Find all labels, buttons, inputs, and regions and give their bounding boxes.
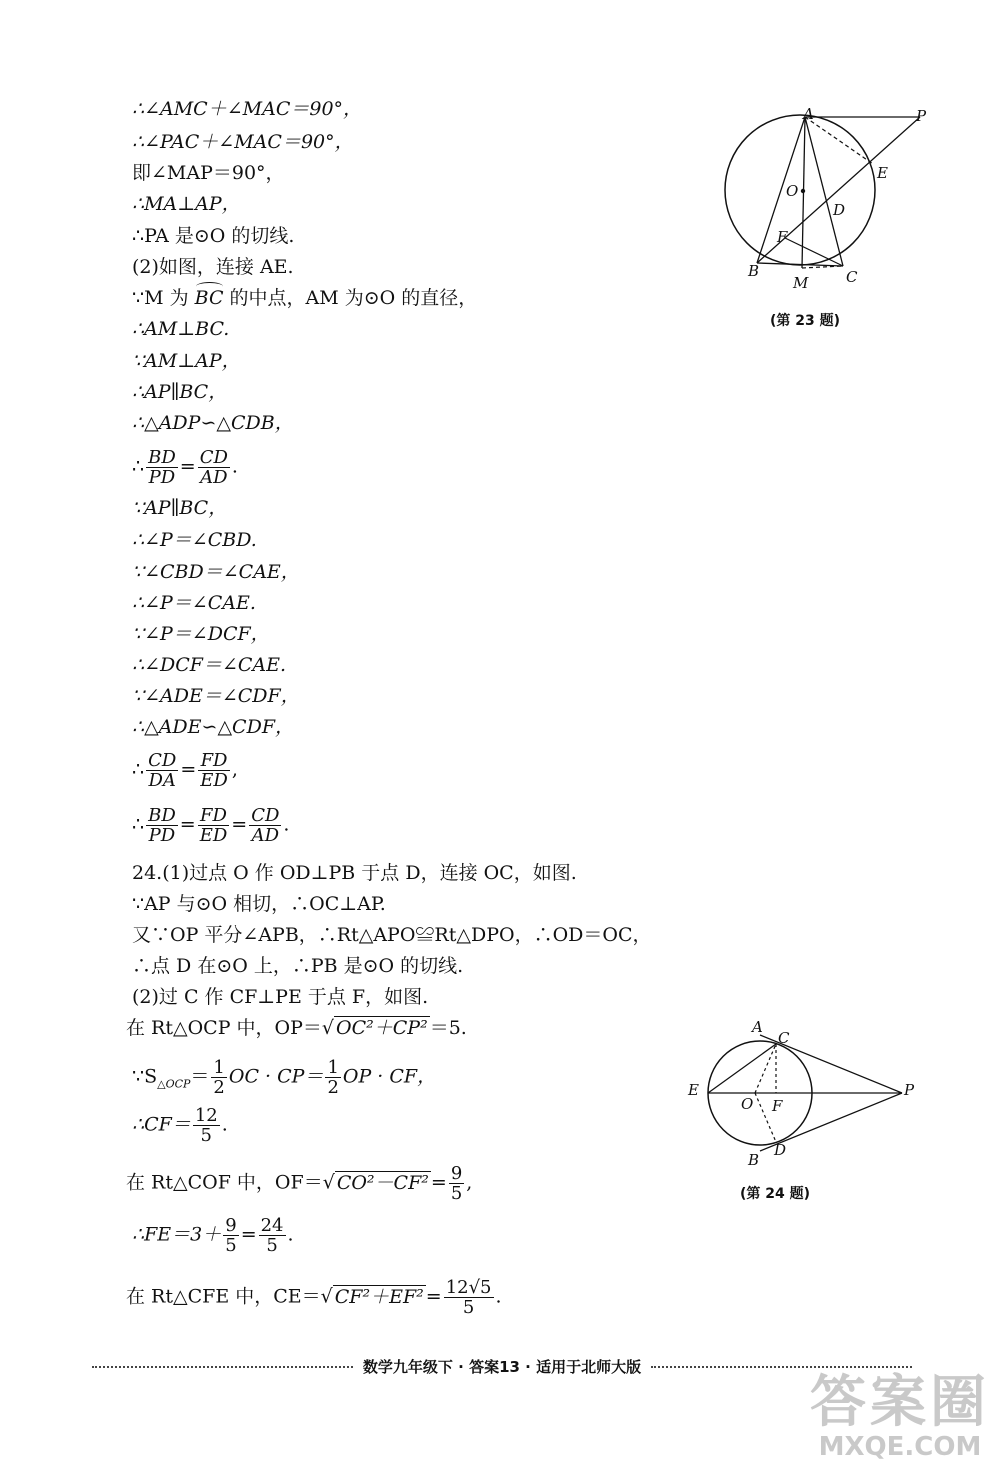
- numerator: FD: [198, 806, 230, 826]
- fraction: [146, 751, 178, 790]
- circle-o: [725, 115, 875, 265]
- text-line: ∴△ADP∽△CDB，: [132, 412, 294, 434]
- caption-fig23: (第 23 题): [770, 313, 841, 329]
- fraction: [444, 1278, 494, 1317]
- denominator: ED: [199, 825, 228, 846]
- footer-dots-right: [651, 1366, 912, 1368]
- text-seg: 在 Rt△OCP 中，OP＝: [126, 1017, 322, 1039]
- numerator: CD: [251, 805, 280, 826]
- caption-fig24: (第 24 题): [740, 1186, 811, 1202]
- text-seg: 在 Rt△COF 中，OF＝: [126, 1171, 323, 1194]
- footer-dots-left: [92, 1366, 353, 1368]
- arc-label: BC: [194, 287, 224, 309]
- label-f: F: [772, 1097, 783, 1115]
- text-line: 在 Rt△COF 中，OF＝√ CO²－CF² = $\frac{9}{5}$ ,: [126, 1163, 473, 1204]
- text-seg: ＝: [190, 1065, 210, 1088]
- text-seg: ＝5.: [429, 1017, 467, 1039]
- denominator: 5: [200, 1125, 212, 1146]
- text-line: ∴∠DCF＝∠CAE.: [132, 654, 287, 676]
- label-m: M: [793, 274, 809, 292]
- denominator: ED: [200, 770, 228, 791]
- numerator: 1: [327, 1057, 339, 1078]
- text-line: ∴△ADE∽△CDF，: [132, 716, 295, 738]
- label-a: A: [803, 105, 814, 123]
- denominator: DA: [148, 770, 176, 791]
- denominator: 2: [327, 1077, 339, 1098]
- denominator: 2: [213, 1077, 225, 1098]
- fraction: [198, 448, 230, 487]
- numerator: 24: [260, 1215, 284, 1236]
- text-line: 在 Rt△CFE 中，CE＝√ CF²＋EF² = $\frac{12√5}{5}$ .: [126, 1277, 502, 1318]
- denominator: 5: [225, 1235, 237, 1256]
- fraction: [198, 751, 230, 790]
- text-line: 在 Rt△OCP 中，OP＝√ OC²＋CP² ＝5.: [126, 1017, 467, 1039]
- fraction: [198, 806, 230, 845]
- label-d: D: [774, 1141, 787, 1159]
- numerator: FD: [198, 751, 230, 771]
- text-line: 即∠MAP＝90°，: [132, 162, 285, 184]
- text-line: ∴点 D 在⊙O 上，∴PB 是⊙O 的切线.: [132, 955, 464, 977]
- denominator: AD: [200, 467, 228, 488]
- fraction: [146, 806, 178, 845]
- text-line: ∴∠AMC＋∠MAC＝90°，: [132, 98, 363, 120]
- text-line: ∵∠ADE＝∠CDF，: [132, 685, 300, 707]
- label-b: B: [748, 262, 760, 280]
- sqrt-expression: CO²－CF²: [336, 1171, 429, 1194]
- text-line: ∴MA⊥AP，: [132, 193, 241, 215]
- text-seg: ∴CF＝: [132, 1113, 191, 1136]
- text-line: [132, 286, 477, 310]
- label-e: E: [877, 164, 888, 182]
- numerator: CD: [148, 750, 177, 771]
- subscript: △OCP: [157, 1077, 191, 1091]
- denominator: PD: [148, 825, 176, 846]
- text-line: ∴∠PAC＋∠MAC＝90°，: [132, 131, 354, 153]
- text-seg: OP · CF，: [342, 1065, 437, 1088]
- fraction: [249, 806, 281, 845]
- text-seg: 的中点，AM 为⊙O 的直径，: [229, 287, 478, 309]
- watermark-url: MXQE.COM: [818, 1432, 982, 1462]
- denominator: 5: [266, 1235, 278, 1256]
- label-f: F: [777, 228, 788, 246]
- text-line: ∴PA 是⊙O 的切线.: [132, 225, 295, 247]
- label-d: D: [833, 201, 846, 219]
- fraction: [449, 1164, 464, 1203]
- text-line: ∴AM⊥BC.: [132, 318, 230, 340]
- fraction: [325, 1058, 340, 1097]
- text-line: ∵AP 与⊙O 相切，∴OC⊥AP.: [132, 893, 386, 915]
- text-seg: 在 Rt△CFE 中，CE＝: [126, 1285, 321, 1308]
- denominator: 5: [462, 1297, 475, 1318]
- watermark-logo: 答案圈: [810, 1370, 990, 1435]
- text-line: 又∵OP 平分∠APB，∴Rt△APO≌Rt△DPO，∴OD＝OC，: [132, 924, 652, 946]
- text-seg: ∴FE＝3＋: [132, 1223, 222, 1246]
- label-p: P: [916, 107, 927, 125]
- fraction-line: ∴FE＝3＋ $\frac{9}{5}$ = $\frac{24}{5}$ .: [132, 1215, 294, 1256]
- arc-mark: [196, 282, 223, 291]
- fraction-line: [132, 1058, 436, 1097]
- numerator: 9: [450, 1163, 463, 1184]
- label-a: A: [752, 1018, 763, 1036]
- label-c: C: [846, 268, 858, 286]
- center-dot: [801, 189, 805, 193]
- sqrt-expression: OC²＋CP²: [336, 1017, 428, 1039]
- fraction-line: ∴ $\frac{BD}{PD}$ = $\frac{FD}{ED}$ = $\frac{CD}{AD}$ .: [132, 805, 290, 846]
- numerator: BD: [148, 447, 176, 468]
- text-seg: OC · CP＝: [228, 1065, 324, 1088]
- text-seg: ∵S: [132, 1065, 158, 1088]
- watermark: [810, 1370, 990, 1462]
- segment-fc: [785, 238, 843, 266]
- figure-24: [680, 1015, 930, 1175]
- figure-23: [710, 105, 950, 305]
- fraction: [259, 1216, 286, 1255]
- text-line: ∵AM⊥AP，: [132, 350, 241, 372]
- numerator: 12: [194, 1105, 218, 1126]
- numerator: BD: [148, 805, 176, 826]
- fraction: [193, 1106, 220, 1145]
- denominator: PD: [148, 467, 176, 488]
- label-e: E: [688, 1081, 699, 1099]
- label-o: O: [786, 182, 799, 200]
- fraction: [146, 448, 178, 487]
- fraction-line: ∴ $\frac{BD}{PD}$ = $\frac{CD}{AD}$ .: [132, 447, 238, 488]
- label-p: P: [904, 1081, 915, 1099]
- text-line: ∵AP∥BC，: [132, 497, 228, 519]
- denominator: AD: [251, 825, 280, 846]
- numerator: 1: [213, 1057, 225, 1078]
- text-line: (2)过 C 作 CF⊥PE 于点 F，如图.: [132, 986, 429, 1008]
- fraction: [211, 1058, 226, 1097]
- fraction-line: ∴CF＝ $\frac{12}{5}$ .: [132, 1105, 228, 1146]
- text-line: ∴∠P＝∠CAE.: [132, 592, 256, 614]
- text-seg: ∵M 为: [132, 287, 189, 309]
- sqrt-expression: CF²＋EF²: [334, 1285, 424, 1308]
- numerator: 12√5: [445, 1277, 492, 1298]
- page-footer: [82, 1356, 922, 1377]
- label-b: B: [748, 1151, 760, 1169]
- text-line: (2)如图，连接 AE.: [132, 256, 294, 278]
- fraction: [223, 1216, 238, 1255]
- label-c: C: [778, 1029, 790, 1047]
- text-line: ∴AP∥BC，: [132, 381, 228, 403]
- numerator: CD: [199, 447, 228, 468]
- text-line: ∴∠P＝∠CBD.: [132, 529, 257, 551]
- fraction-line: ∴ $\frac{CD}{DA}$ = $\frac{FD}{ED}$ ,: [132, 750, 238, 791]
- numerator: 9: [225, 1215, 237, 1236]
- label-o: O: [741, 1095, 754, 1113]
- text-line: ∵∠P＝∠DCF，: [132, 623, 270, 645]
- text-line: 24.(1)过点 O 作 OD⊥PB 于点 D，连接 OC，如图.: [132, 862, 577, 884]
- arc-bc: [195, 286, 224, 310]
- text-line: ∵∠CBD＝∠CAE，: [132, 561, 300, 583]
- footer-text: 数学九年级下 · 答案13 · 适用于北师大版: [362, 1358, 642, 1376]
- denominator: 5: [450, 1183, 463, 1204]
